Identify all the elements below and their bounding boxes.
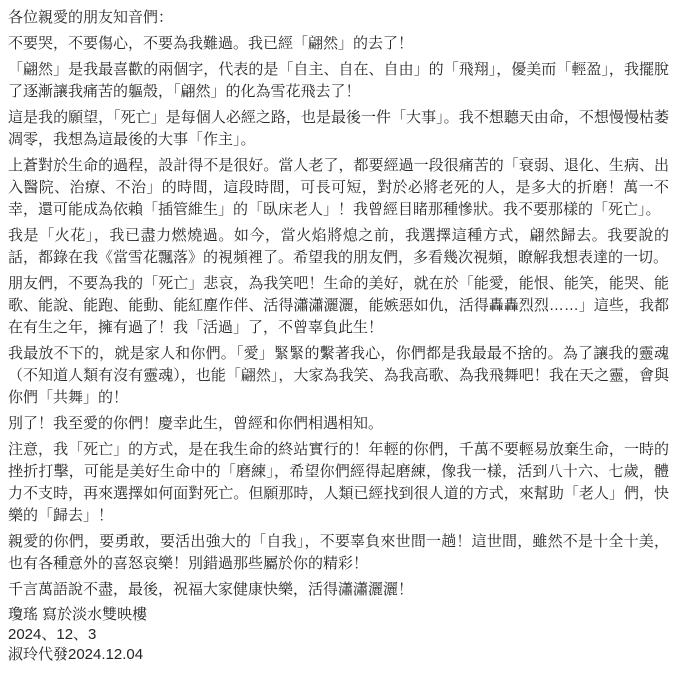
letter-paragraph-3: 這是我的願望，「死亡」是每個人必經之路，也是最後一件「大事」。我不想聽天由命，不想慢慢枯萎凋零，我想為這最後的大事「作主」。 bbox=[8, 109, 669, 148]
letter-paragraph-6: 朋友們，不要為我的「死亡」悲哀，為我笑吧！生命的美好，就在於「能愛，能恨、能笑，能哭、能歌、能說、能跑、能動、能紅塵作伴、活得瀟瀟灑灑，能嫉惡如仇，活得轟轟烈烈……」這些，我都在有生之年，擁有過了！我「活過」了，不曾辜負此生！ bbox=[8, 275, 669, 336]
letter-paragraph-4: 上蒼對於生命的過程，設計得不是很好。當人老了，都要經過一段很痛苦的「衰弱、退化、生病、出入醫院、治療、不治」的時間，這段時間，可長可短，對於必將老死的人，是多大的折磨！萬一不幸，還可能成為依賴「插管維生」的「臥床老人」！我曾經目睹那種慘狀。我不要那樣的「死亡」。 bbox=[8, 157, 669, 218]
signature-line: 瓊瑤 寫於淡水雙映樓 bbox=[8, 606, 148, 623]
letter-paragraph-9: 注意，我「死亡」的方式，是在我生命的終站實行的！年輕的你們，千萬不要輕易放棄生命，一時的挫折打擊，可能是美好生命中的「磨練」，希望你們經得起磨練，像我一樣，活到八十六、七歲，體力不支時，再來選擇如何面對死亡。但願那時，人類已經找到很人道的方式，來幫助「老人」們，快樂的「歸去」！ bbox=[8, 441, 669, 524]
posted-by-line: 淑玲代發2024.12.04 bbox=[8, 646, 144, 663]
letter-paragraph-5: 我是「火花」，我已盡力燃燒過。如今，當火焰將熄之前，我選擇這種方式，翩然歸去。我要說的話，都錄在我《當雪花飄落》的視頻裡了。希望我的朋友們，多看幾次視頻，瞭解我想表達的一切。 bbox=[8, 227, 669, 266]
letter-paragraph-10: 親愛的你們，要勇敢，要活出強大的「自我」，不要辜負來世間一趟！這世間，雖然不是十全十美，也有各種意外的喜怒哀樂！別錯過那些屬於你的精彩！ bbox=[8, 533, 669, 572]
letter-paragraph-1: 不要哭，不要傷心，不要為我難過。我已經「翩然」的去了！ bbox=[8, 35, 414, 52]
letter-paragraph-11: 千言萬語說不盡，最後，祝福大家健康快樂，活得瀟瀟灑灑！ bbox=[8, 581, 414, 598]
salutation: 各位親愛的朋友知音們： bbox=[8, 9, 174, 26]
date-line: 2024、12、3 bbox=[8, 626, 97, 643]
letter-paragraph-2: 「翩然」是我最喜歡的兩個字，代表的是「自主、自在、自由」的「飛翔」，優美而「輕盈」，我擺脫了逐漸讓我痛苦的軀殼，「翩然」的化為雪花飛去了！ bbox=[8, 61, 669, 100]
letter-paragraph-7: 我最放不下的，就是家人和你們。「愛」緊緊的繫著我心，你們都是我最最不捨的。為了讓我的靈魂（不知道人類有沒有靈魂），也能「翩然」，大家為我笑、為我高歌、為我飛舞吧！我在天之靈，會與你們「共舞」的！ bbox=[8, 345, 669, 406]
letter-paragraph-8: 別了！我至愛的你們！慶幸此生，曾經和你們相遇相知。 bbox=[8, 415, 384, 432]
signature-block bbox=[8, 605, 669, 665]
